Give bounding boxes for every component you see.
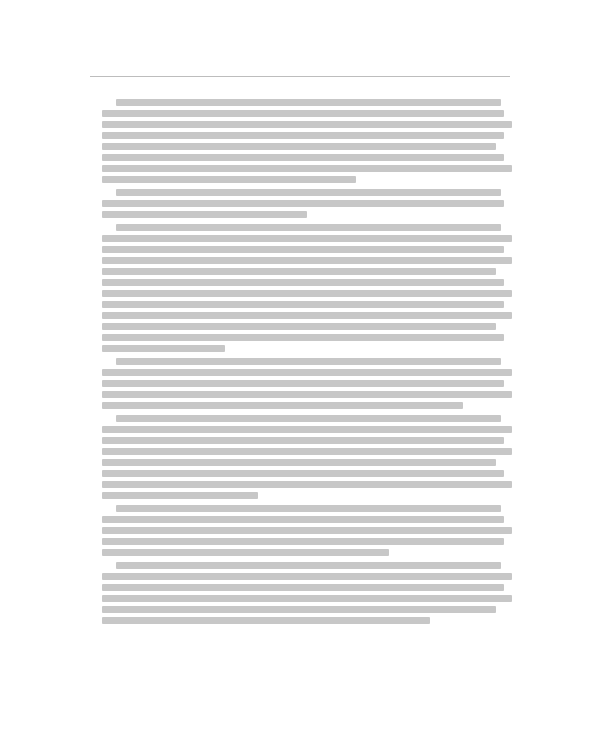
text-line-placeholder xyxy=(102,448,512,455)
text-line-placeholder xyxy=(116,415,501,422)
text-line-placeholder xyxy=(102,268,496,275)
text-line-placeholder xyxy=(102,200,504,207)
text-line-placeholder xyxy=(102,246,504,253)
paragraph-4 xyxy=(102,358,512,409)
text-line-placeholder xyxy=(102,402,463,409)
text-line-placeholder xyxy=(102,345,225,352)
paragraph-7 xyxy=(102,562,512,624)
text-line-placeholder xyxy=(102,437,504,444)
text-line-placeholder xyxy=(102,584,504,591)
text-line-placeholder xyxy=(116,99,501,106)
text-line-placeholder xyxy=(102,165,512,172)
paragraph-6 xyxy=(102,505,512,556)
text-line-placeholder xyxy=(102,334,504,341)
text-line-placeholder xyxy=(102,290,512,297)
text-line-placeholder xyxy=(116,505,501,512)
paragraph-1 xyxy=(102,99,512,183)
text-line-placeholder xyxy=(102,426,512,433)
paragraph-3 xyxy=(102,224,512,352)
body-text xyxy=(102,99,512,630)
text-line-placeholder xyxy=(102,492,258,499)
text-line-placeholder xyxy=(102,279,504,286)
text-line-placeholder xyxy=(102,527,512,534)
text-line-placeholder xyxy=(102,143,496,150)
text-line-placeholder xyxy=(102,257,512,264)
text-line-placeholder xyxy=(102,369,512,376)
heading-divider xyxy=(90,76,510,77)
text-line-placeholder xyxy=(102,481,512,488)
text-line-placeholder xyxy=(116,562,501,569)
text-line-placeholder xyxy=(102,176,356,183)
text-line-placeholder xyxy=(102,132,504,139)
text-line-placeholder xyxy=(102,323,496,330)
paragraph-2 xyxy=(102,189,512,218)
text-line-placeholder xyxy=(102,301,504,308)
text-line-placeholder xyxy=(116,189,501,196)
text-line-placeholder xyxy=(102,549,389,556)
text-line-placeholder xyxy=(102,211,307,218)
paragraph-5 xyxy=(102,415,512,499)
text-line-placeholder xyxy=(102,154,504,161)
text-line-placeholder xyxy=(102,595,512,602)
text-line-placeholder xyxy=(116,224,501,231)
text-line-placeholder xyxy=(102,617,430,624)
text-line-placeholder xyxy=(102,235,512,242)
text-line-placeholder xyxy=(102,538,504,545)
text-line-placeholder xyxy=(102,121,512,128)
text-line-placeholder xyxy=(102,380,504,387)
text-line-placeholder xyxy=(102,312,512,319)
text-line-placeholder xyxy=(102,470,504,477)
text-line-placeholder xyxy=(102,516,504,523)
text-line-placeholder xyxy=(102,110,504,117)
text-line-placeholder xyxy=(116,358,501,365)
text-line-placeholder xyxy=(102,573,512,580)
text-line-placeholder xyxy=(102,391,512,398)
text-line-placeholder xyxy=(102,606,496,613)
text-line-placeholder xyxy=(102,459,496,466)
